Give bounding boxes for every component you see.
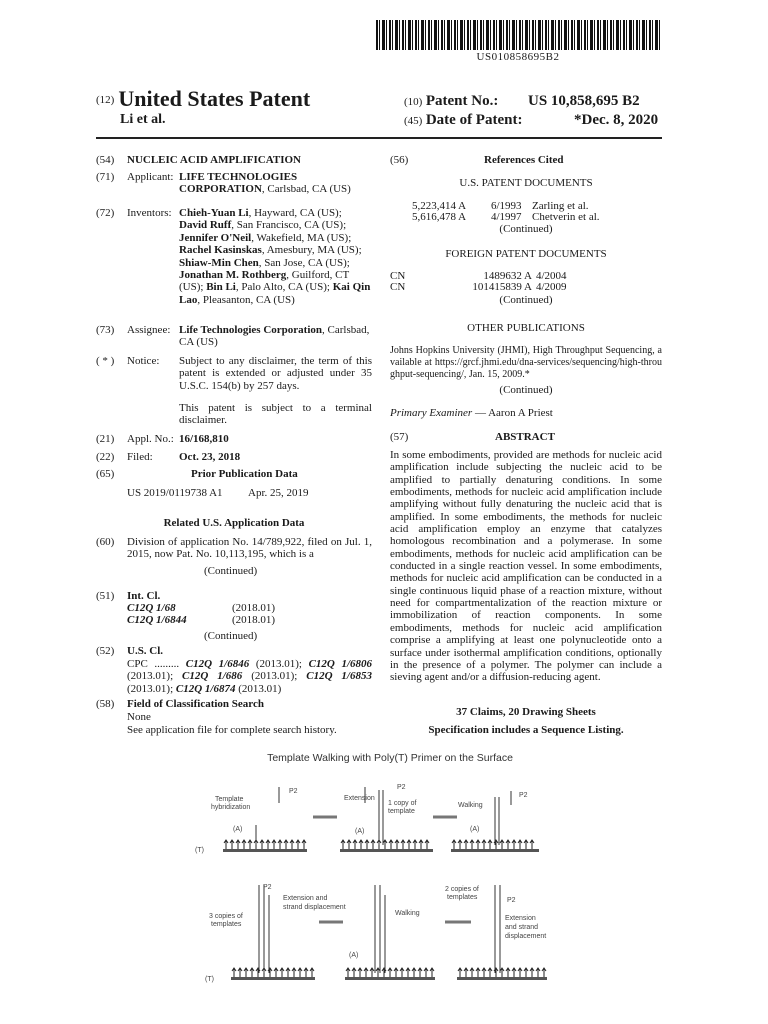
poly-t-primer (272, 840, 276, 849)
poly-t-primer (365, 840, 369, 849)
extension-strand-label: and strand (505, 924, 539, 931)
poly-t-primer (224, 840, 228, 849)
inventor-location: , Amesbury, MA (US); (261, 244, 362, 257)
patent-number-label: Patent No.: (425, 93, 499, 109)
poly-t-primer (425, 840, 429, 849)
poly-t-primer (388, 968, 392, 977)
a-n-label: (A) (470, 826, 480, 833)
field-number: (10) (404, 96, 423, 108)
p2-label: P2 (507, 897, 516, 904)
poly-t-primer (488, 968, 492, 977)
a-n-label: (A) (349, 952, 359, 959)
cpc-date: (2013.01); (249, 658, 309, 670)
classification-note: See application file for complete search history. (127, 724, 337, 736)
walking-label: Walking (458, 802, 483, 809)
field-57 (390, 431, 662, 443)
section-heading: References Cited (484, 154, 564, 166)
field-label: Field of Classification Search (127, 698, 264, 710)
cpc-code: C12Q 1/6806 (308, 658, 373, 670)
foreign-doc-date: 4/2004 (536, 270, 567, 282)
poly-t-primer (250, 968, 254, 977)
applicant (179, 171, 372, 196)
header-rule (96, 137, 662, 139)
surface (223, 849, 307, 852)
poly-t-primer (536, 968, 540, 977)
prior-publication-date: Apr. 25, 2019 (248, 487, 309, 499)
poly-t-primer (424, 968, 428, 977)
prior-publication-number: US 2019/0119738 A1 (127, 487, 223, 499)
us-doc-inventor: Chetverin et al. (532, 211, 600, 223)
classification-none: None (127, 711, 151, 723)
foreign-patent-docs-heading: FOREIGN PATENT DOCUMENTS (445, 248, 607, 260)
date-label: Date of Patent: (425, 112, 523, 128)
examiner-name: — Aaron A Priest (472, 407, 553, 419)
continued-note: (Continued) (204, 565, 258, 577)
field-number: (60) (96, 536, 115, 548)
p2-label: P2 (263, 884, 272, 891)
inventor-name: Rachel Kasinskas (179, 244, 262, 257)
application-number: 16/168,810 (179, 433, 229, 445)
foreign-doc-date: 4/2009 (536, 281, 567, 293)
p2-label: P2 (397, 784, 406, 791)
sequence-listing-note: Specification includes a Sequence Listing. (428, 724, 624, 736)
poly-t-primer (230, 840, 234, 849)
primary-examiner (390, 407, 662, 419)
field-number: (54) (96, 154, 115, 166)
section-heading: Related U.S. Application Data (163, 517, 305, 529)
poly-t-primer (530, 968, 534, 977)
cpc-code: C12Q 1/6874 (175, 682, 236, 695)
a-n-label: (A) (355, 828, 365, 835)
poly-t-primer (286, 968, 290, 977)
figure-title: Template Walking with Poly(T) Primer on the Surface (267, 752, 513, 764)
two-copies-label: templates (447, 894, 478, 901)
cpc-code: C12Q 1/6846 (185, 658, 250, 670)
poly-t-primer (500, 968, 504, 977)
int-class-date: (2018.01) (232, 614, 276, 626)
poly-t-primer (400, 968, 404, 977)
us-doc-inventor: Zarling et al. (532, 200, 589, 212)
poly-t-primer (260, 840, 264, 849)
inventor-name: Chieh-Yuan Li (179, 207, 249, 219)
poly-t-primer (542, 968, 546, 977)
poly-t-primer (512, 968, 516, 977)
poly-t-primer (376, 968, 380, 977)
assignee (179, 324, 372, 349)
poly-t-primer (242, 840, 246, 849)
claims-count: 37 Claims, 20 Drawing Sheets (456, 706, 596, 718)
section-heading: Prior Publication Data (191, 468, 298, 480)
field-number: (58) (96, 698, 115, 710)
continued-note: (Continued) (204, 630, 258, 642)
inventor-location: , Guilford, CT (US); (179, 269, 350, 294)
poly-t-primer (347, 840, 351, 849)
poly-t-primer (371, 840, 375, 849)
field-number: (72) (96, 207, 115, 219)
division-text: Division of application No. 14/789,922, filed on Jul. 1, 2015, now Pat. No. 10,113,195, which is a (127, 536, 372, 561)
extension-strand-label: Extension (505, 915, 536, 922)
poly-t-primer (364, 968, 368, 977)
patent-number-row (404, 93, 640, 110)
three-copies-label: 3 copies of (209, 913, 243, 920)
authors: Li et al. (120, 112, 166, 127)
inventor-location: , Wakefield, MA (US); (251, 231, 352, 244)
inventor-location: , Palo Alto, CA (US); (235, 281, 330, 294)
poly-t-primer (232, 968, 236, 977)
field-number: (52) (96, 645, 115, 657)
poly-t-primer (512, 840, 516, 849)
cpc-label: CPC ......... (127, 658, 180, 670)
poly-t-primer (401, 840, 405, 849)
p2-label: P2 (519, 792, 528, 799)
extension-strand-label: Extension and (283, 895, 328, 902)
poly-t-primer (280, 968, 284, 977)
inventors-list (179, 207, 372, 306)
surface (457, 977, 547, 980)
strand-lines (256, 787, 511, 973)
poly-t-primer (482, 840, 486, 849)
poly-t-primer (419, 840, 423, 849)
poly-t-primer (304, 968, 308, 977)
applicant-location: , Carlsbad, CA (US) (261, 183, 351, 196)
poly-t-primer (524, 968, 528, 977)
surface (345, 977, 435, 980)
filed-date: Oct. 23, 2018 (179, 451, 241, 463)
poly-t-primer (488, 840, 492, 849)
field-number: (51) (96, 590, 115, 602)
int-class-code: C12Q 1/68 (127, 602, 176, 614)
field-label: Notice: (127, 355, 160, 367)
inventor-name: Bin Li (206, 281, 236, 294)
walking-label: Walking (395, 910, 420, 917)
us-doc-date: 4/1997 (491, 211, 522, 223)
poly-t-primer (358, 968, 362, 977)
one-copy-label: 1 copy of (388, 800, 417, 807)
surface (451, 849, 539, 852)
field-number: (73) (96, 324, 115, 336)
poly-t-primer (395, 840, 399, 849)
field-label: Assignee: (127, 324, 171, 336)
inventor-name: Jennifer O'Neil (179, 231, 252, 244)
poly-t-primer (274, 968, 278, 977)
continued-note: (Continued) (499, 223, 553, 235)
poly-t-primer (284, 840, 288, 849)
field-number: (22) (96, 451, 115, 463)
foreign-doc-country: CN (390, 281, 406, 293)
cpc-date: (2013.01); (127, 670, 183, 683)
patent-title-block (96, 86, 310, 112)
poly-t-primer (464, 968, 468, 977)
poly-t-primer (244, 968, 248, 977)
terminal-disclaimer: This patent is subject to a terminal disclaimer. (179, 402, 372, 427)
field-number: (45) (404, 115, 423, 127)
poly-t-primer (458, 968, 462, 977)
poly-t-primer (476, 968, 480, 977)
template-walking-figure (195, 745, 675, 1015)
int-class-code: C12Q 1/6844 (127, 614, 187, 626)
poly-t-primer (413, 840, 417, 849)
poly-t-primer (302, 840, 306, 849)
continued-note: (Continued) (499, 384, 553, 396)
invention-title: NUCLEIC ACID AMPLIFICATION (127, 154, 301, 166)
inventor-name: Jonathan M. Rothberg (179, 269, 287, 282)
a-n-label: (A) (233, 826, 243, 833)
us-doc-number: 5,616,478 A (412, 211, 467, 223)
poly-t-primer (383, 840, 387, 849)
poly-t-primer (298, 968, 302, 977)
related-application-heading (96, 517, 372, 529)
poly-t-primer (500, 840, 504, 849)
poly-t-primer (346, 968, 350, 977)
poly-t-primer (506, 840, 510, 849)
inventor-name: David Ruff (179, 219, 232, 232)
continued-note: (Continued) (499, 294, 553, 306)
us-doc-date: 6/1993 (491, 200, 522, 212)
poly-t-primer (292, 968, 296, 977)
int-class-date: (2018.01) (232, 602, 276, 614)
poly-t-primer (394, 968, 398, 977)
field-number: (71) (96, 171, 115, 183)
poly-t-primer (406, 968, 410, 977)
poly-t-primer (370, 968, 374, 977)
other-publication-citation: Johns Hopkins University (JHMI), High Throughput Sequencing, available at https://grcf.jhmi.edu/dna-services/sequencing/high-throughput-sequencing/, Jan. 15, 2009.* (390, 345, 662, 380)
poly-t-primer (476, 840, 480, 849)
patent-title: United States Patent (118, 86, 311, 111)
assignee-location: , Carlsbad, CA (US) (179, 324, 370, 349)
publication-number: US010858695B2 (476, 51, 560, 63)
extension-strand-label: displacement (505, 933, 547, 940)
poly-t-primer (278, 840, 282, 849)
cpc-code: C12Q 1/686 (182, 670, 243, 683)
poly-t-primer (296, 840, 300, 849)
patent-date: *Dec. 8, 2020 (574, 112, 659, 128)
poly-t-primer (470, 968, 474, 977)
extension-strand-label: strand displacement (283, 904, 346, 911)
section-heading: ABSTRACT (495, 431, 555, 443)
inventor-location: , Hayward, CA (US); (248, 207, 342, 219)
patent-number: US 10,858,695 B2 (528, 93, 640, 109)
two-copies-label: 2 copies of (445, 886, 479, 893)
inventor-location: , San Jose, CA (US); (258, 256, 350, 269)
cpc-date: (2013.01); (242, 670, 307, 683)
notice-text: Subject to any disclaimer, the term of this patent is extended or adjusted under 35 U.S.C. 154(b) by 257 days. (179, 355, 372, 392)
other-publications-heading: OTHER PUBLICATIONS (467, 322, 585, 334)
poly-t-primer (530, 840, 534, 849)
inventor-location: , Pleasanton, CA (US) (197, 293, 295, 306)
field-number: (57) (390, 431, 409, 443)
surface (340, 849, 433, 852)
field-number: (65) (96, 468, 115, 480)
cpc-codes (127, 658, 372, 695)
poly-t-primer (482, 968, 486, 977)
poly-t-primer (458, 840, 462, 849)
template-hybridization-label: hybridization (211, 804, 251, 811)
poly-t-primer (248, 840, 252, 849)
poly-t-primer (236, 840, 240, 849)
poly-t-primer (470, 840, 474, 849)
poly-t-primer (238, 968, 242, 977)
poly-t-primer (452, 840, 456, 849)
foreign-doc-number: 1489632 A (483, 270, 532, 282)
field-56 (390, 154, 662, 166)
field-label: Int. Cl. (127, 590, 161, 602)
foreign-doc-number: 101415839 A (472, 281, 532, 293)
poly-t-primer (430, 968, 434, 977)
field-number: (56) (390, 154, 409, 166)
poly-t-primer (359, 840, 363, 849)
cpc-date: (2013.01) (235, 682, 282, 695)
cpc-date: (2013.01); (127, 682, 176, 695)
poly-t-primer (464, 840, 468, 849)
poly-t-primer (352, 968, 356, 977)
poly-t-primer (412, 968, 416, 977)
us-patent-docs-heading: U.S. PATENT DOCUMENTS (459, 177, 593, 189)
poly-t-primer (353, 840, 357, 849)
one-copy-label: template (388, 808, 415, 815)
poly-t-primer (310, 968, 314, 977)
poly-t-primer (341, 840, 345, 849)
surface (231, 977, 315, 980)
extension-label: Extension (344, 795, 375, 802)
applicant-name: LIFE TECHNOLOGIES CORPORATION (179, 171, 298, 196)
inventor-name: Kai Qin Lao (179, 281, 371, 306)
p2-label: P2 (289, 788, 298, 795)
t-n-label: (T) (205, 976, 214, 983)
poly-t-primer (518, 840, 522, 849)
field-number: (21) (96, 433, 115, 445)
t-n-label: (T) (195, 847, 204, 854)
poly-t-primer (524, 840, 528, 849)
field-label: Inventors: (127, 207, 172, 219)
template-hybridization-label: Template (215, 796, 244, 803)
poly-t-primer (518, 968, 522, 977)
field-number: ( * ) (96, 355, 115, 367)
field-label: Applicant: (127, 171, 174, 183)
field-label: Appl. No.: (127, 433, 174, 445)
three-copies-label: templates (211, 921, 242, 928)
field-number: (12) (96, 94, 115, 106)
date-of-patent-row (404, 112, 659, 129)
field-label: U.S. Cl. (127, 645, 164, 657)
cpc-code: C12Q 1/6853 (306, 670, 372, 683)
barcode (376, 20, 660, 50)
figure-labels (195, 784, 546, 983)
assignee-name: Life Technologies Corporation (179, 324, 323, 336)
field-label: Filed: (127, 451, 153, 463)
us-doc-number: 5,223,414 A (412, 200, 467, 212)
abstract-text: In some embodiments, provided are methods for nucleic acid amplification include subjecting the nucleic acid to be amplified to partially denaturing conditions. In some embodiments, methods for nucleic acid amplification include amplifying without fully denaturing the nucleic acid that is amplified. In some embodiments, the methods for nucleic acid amplification employ an enzyme that catalyzes homologous recombination and a polymerase. In some embodiments, methods for nucleic acid amplification can be conducted in a single reaction vessel. In some embodiments, methods for nucleic acid amplification can be conducted in a single continuous liquid phase of a reaction mixture, without need for compartmentalization of the reaction mixture or immobilization of reaction components. In some embodiments, methods for nucleic acid amplification comprise a amplifying at least one polynucleotide onto a surface under isothermal amplification conditions, optionally in the presence of a polymer. The polymer can include a sieving agent and/or a diffusion-reducing agent. (390, 449, 662, 684)
poly-t-primer (506, 968, 510, 977)
inventor-name: Shiaw-Min Chen (179, 256, 259, 269)
poly-t-primer (389, 840, 393, 849)
examiner-label: Primary Examiner (390, 407, 473, 419)
poly-t-primer (407, 840, 411, 849)
poly-t-primer (290, 840, 294, 849)
foreign-doc-country: CN (390, 270, 406, 282)
poly-t-primer (418, 968, 422, 977)
inventor-location: , San Francisco, CA (US); (231, 219, 347, 232)
poly-t-primer (266, 840, 270, 849)
